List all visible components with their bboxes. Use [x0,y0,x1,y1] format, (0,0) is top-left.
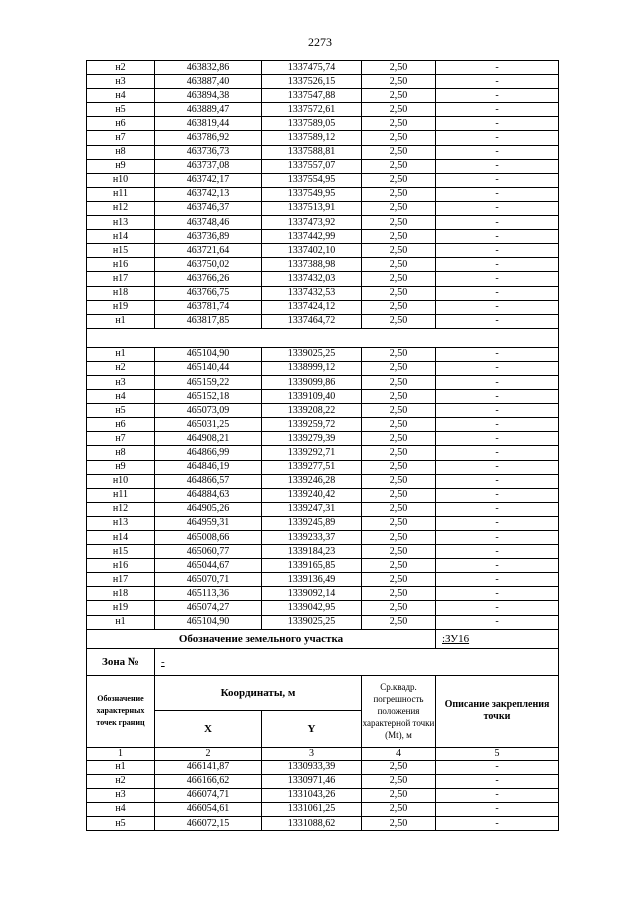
table-row [87,788,559,802]
table-row [87,131,559,145]
description-cell: - [436,117,559,131]
table-row [87,300,559,314]
table-row [87,145,559,159]
description-cell: - [436,545,559,559]
x-cell: 466054,61 [155,802,262,816]
column-number: 3 [262,747,362,760]
point-cell: н19 [87,601,155,615]
accuracy-cell: 2,50 [362,817,436,831]
x-cell: 464884,63 [155,488,262,502]
x-cell: 465008,66 [155,531,262,545]
y-cell: 1337402,10 [262,244,362,258]
accuracy-cell: 2,50 [362,361,436,375]
y-cell: 1339245,89 [262,516,362,530]
description-cell: - [436,615,559,629]
description-cell: - [436,230,559,244]
y-cell: 1331088,62 [262,817,362,831]
x-cell: 465159,22 [155,375,262,389]
x-cell: 463819,44 [155,117,262,131]
y-cell: 1337432,53 [262,286,362,300]
y-cell: 1337424,12 [262,300,362,314]
table-row [87,75,559,89]
accuracy-cell: 2,50 [362,502,436,516]
y-cell: 1339233,37 [262,531,362,545]
accuracy-cell: 2,50 [362,201,436,215]
table-row [87,361,559,375]
x-cell: 465140,44 [155,361,262,375]
y-cell: 1337554,95 [262,173,362,187]
x-cell: 463894,38 [155,89,262,103]
accuracy-cell: 2,50 [362,75,436,89]
table-row [87,802,559,816]
x-cell: 463766,75 [155,286,262,300]
plot-label: Обозначение земельного участка [87,629,436,648]
y-cell: 1337513,91 [262,201,362,215]
x-cell: 463889,47 [155,103,262,117]
table-row [87,347,559,361]
table-row [87,474,559,488]
description-cell: - [436,216,559,230]
description-cell: - [436,61,559,75]
x-cell: 463721,64 [155,244,262,258]
accuracy-cell: 2,50 [362,145,436,159]
y-cell: 1339042,95 [262,601,362,615]
accuracy-cell: 2,50 [362,61,436,75]
x-cell: 465044,67 [155,559,262,573]
accuracy-cell: 2,50 [362,587,436,601]
accuracy-cell: 2,50 [362,300,436,314]
y-cell: 1339247,31 [262,502,362,516]
point-cell: н10 [87,474,155,488]
zone-label: Зона № [87,648,155,675]
table-row [87,117,559,131]
y-cell: 1339184,23 [262,545,362,559]
x-cell: 463887,40 [155,75,262,89]
y-cell: 1337526,15 [262,75,362,89]
point-cell: н7 [87,432,155,446]
table-row [87,817,559,831]
description-cell: - [436,418,559,432]
point-cell: н3 [87,788,155,802]
description-cell: - [436,103,559,117]
table-row [87,404,559,418]
y-cell: 1339259,72 [262,418,362,432]
y-cell: 1339092,14 [262,587,362,601]
point-cell: н1 [87,347,155,361]
point-cell: н1 [87,314,155,328]
table-row [87,418,559,432]
point-cell: н3 [87,375,155,389]
accuracy-cell: 2,50 [362,531,436,545]
table-row [87,460,559,474]
accuracy-cell: 2,50 [362,347,436,361]
x-cell: 464866,99 [155,446,262,460]
table-row [87,61,559,75]
x-cell: 463746,37 [155,201,262,215]
section-c-body [87,760,559,830]
table-row [87,314,559,328]
x-cell: 465060,77 [155,545,262,559]
table-row [87,760,559,774]
point-cell: н19 [87,300,155,314]
y-cell: 1337549,95 [262,187,362,201]
point-cell: н16 [87,258,155,272]
accuracy-cell: 2,50 [362,802,436,816]
y-cell: 1339277,51 [262,460,362,474]
description-cell: - [436,817,559,831]
accuracy-cell: 2,50 [362,516,436,530]
point-cell: н7 [87,131,155,145]
description-cell: - [436,361,559,375]
y-cell: 1330971,46 [262,774,362,788]
x-cell: 464908,21 [155,432,262,446]
y-cell: 1331061,25 [262,802,362,816]
y-cell: 1339136,49 [262,573,362,587]
description-cell: - [436,187,559,201]
description-cell: - [436,173,559,187]
description-cell: - [436,300,559,314]
description-cell: - [436,460,559,474]
plot-header [87,629,559,760]
point-cell: н1 [87,615,155,629]
point-cell: н5 [87,404,155,418]
description-cell: - [436,390,559,404]
x-cell: 464846,19 [155,460,262,474]
column-number: 4 [362,747,436,760]
table-row [87,488,559,502]
point-cell: н4 [87,89,155,103]
accuracy-cell: 2,50 [362,117,436,131]
column-number: 5 [436,747,559,760]
point-cell: н2 [87,361,155,375]
accuracy-cell: 2,50 [362,258,436,272]
section-gap [87,328,559,347]
table-row [87,187,559,201]
y-cell: 1337464,72 [262,314,362,328]
point-cell: н11 [87,488,155,502]
description-cell: - [436,375,559,389]
description-cell: - [436,258,559,272]
table-row [87,201,559,215]
accuracy-cell: 2,50 [362,314,436,328]
y-cell: 1339208,22 [262,404,362,418]
point-cell: н12 [87,502,155,516]
point-cell: н11 [87,187,155,201]
accuracy-cell: 2,50 [362,446,436,460]
x-cell: 463736,89 [155,230,262,244]
y-cell: 1337572,61 [262,103,362,117]
point-cell: н2 [87,61,155,75]
point-cell: н2 [87,774,155,788]
point-cell: н13 [87,216,155,230]
y-cell: 1337473,92 [262,216,362,230]
x-cell: 463742,13 [155,187,262,201]
x-cell: 463781,74 [155,300,262,314]
x-cell: 464866,57 [155,474,262,488]
table-row [87,286,559,300]
description-cell: - [436,347,559,361]
point-cell: н14 [87,531,155,545]
accuracy-cell: 2,50 [362,187,436,201]
x-cell: 463748,46 [155,216,262,230]
accuracy-cell: 2,50 [362,159,436,173]
table-row [87,103,559,117]
point-cell: н16 [87,559,155,573]
point-cell: н15 [87,244,155,258]
column-number: 2 [155,747,262,760]
table-row [87,89,559,103]
page-number: 2273 [308,35,332,49]
y-header: Y [262,710,362,747]
table-row [87,244,559,258]
table-row [87,272,559,286]
accuracy-cell: 2,50 [362,601,436,615]
point-cell: н1 [87,760,155,774]
description-cell: - [436,587,559,601]
y-cell: 1339165,85 [262,559,362,573]
y-cell: 1337432,03 [262,272,362,286]
x-cell: 465074,27 [155,601,262,615]
x-cell: 463766,26 [155,272,262,286]
table-row [87,573,559,587]
x-cell: 464905,26 [155,502,262,516]
accuracy-cell: 2,50 [362,573,436,587]
table-row [87,230,559,244]
y-cell: 1337589,12 [262,131,362,145]
x-header: X [155,710,262,747]
y-cell: 1337475,74 [262,61,362,75]
point-cell: н14 [87,230,155,244]
point-cell: н5 [87,817,155,831]
gap-cell [87,328,559,347]
table-row [87,502,559,516]
accuracy-cell: 2,50 [362,390,436,404]
accuracy-cell: 2,50 [362,488,436,502]
description-cell: - [436,774,559,788]
description-cell: - [436,573,559,587]
accuracy-cell: 2,50 [362,173,436,187]
point-cell: н18 [87,286,155,300]
accuracy-cell: 2,50 [362,460,436,474]
x-cell: 466166,62 [155,774,262,788]
accuracy-cell: 2,50 [362,272,436,286]
description-cell: - [436,404,559,418]
description-cell: - [436,314,559,328]
x-cell: 463742,17 [155,173,262,187]
accuracy-cell: 2,50 [362,418,436,432]
x-cell: 465152,18 [155,390,262,404]
table-row [87,432,559,446]
description-cell: - [436,446,559,460]
point-cell: н3 [87,75,155,89]
description-cell: - [436,788,559,802]
x-cell: 463817,85 [155,314,262,328]
column-number: 1 [87,747,155,760]
y-cell: 1339292,71 [262,446,362,460]
accuracy-cell: 2,50 [362,760,436,774]
table-row [87,173,559,187]
y-cell: 1338999,12 [262,361,362,375]
x-cell: 465104,90 [155,347,262,361]
plot-value: :ЗУ16 [436,629,559,648]
point-cell: н6 [87,117,155,131]
point-cell: н10 [87,173,155,187]
table-row [87,559,559,573]
accuracy-cell: 2,50 [362,230,436,244]
table-row [87,390,559,404]
description-cell: - [436,201,559,215]
point-cell: н8 [87,446,155,460]
y-cell: 1337547,88 [262,89,362,103]
table-row [87,601,559,615]
y-cell: 1339099,86 [262,375,362,389]
table-row [87,587,559,601]
accuracy-cell: 2,50 [362,216,436,230]
description-cell: - [436,145,559,159]
point-cell: н9 [87,159,155,173]
table-row [87,159,559,173]
y-cell: 1339279,39 [262,432,362,446]
y-cell: 1339246,28 [262,474,362,488]
y-cell: 1337388,98 [262,258,362,272]
accuracy-cell: 2,50 [362,89,436,103]
y-cell: 1337588,81 [262,145,362,159]
point-cell: н5 [87,103,155,117]
description-cell: - [436,488,559,502]
description-cell: - [436,432,559,446]
x-cell: 465073,09 [155,404,262,418]
x-cell: 463737,08 [155,159,262,173]
x-cell: 465113,36 [155,587,262,601]
table-row [87,615,559,629]
accuracy-cell: 2,50 [362,404,436,418]
accuracy-header: Ср.квадр. погрешность положения характерной точки (Mt), м [362,675,436,747]
x-cell: 463832,86 [155,61,262,75]
x-cell: 463750,02 [155,258,262,272]
table-row [87,258,559,272]
description-cell: - [436,131,559,145]
x-cell: 463786,92 [155,131,262,145]
table-row [87,531,559,545]
y-cell: 1339109,40 [262,390,362,404]
accuracy-cell: 2,50 [362,103,436,117]
section-b-body [87,347,559,629]
x-cell: 466141,87 [155,760,262,774]
description-cell: - [436,601,559,615]
x-cell: 466072,15 [155,817,262,831]
table-row [87,216,559,230]
x-cell: 465070,71 [155,573,262,587]
y-cell: 1337442,99 [262,230,362,244]
x-cell: 463736,73 [155,145,262,159]
table-row [87,774,559,788]
accuracy-cell: 2,50 [362,474,436,488]
coordinates-header: Координаты, м [155,675,362,710]
description-cell: - [436,244,559,258]
description-cell: - [436,559,559,573]
description-cell: - [436,531,559,545]
description-cell: - [436,760,559,774]
accuracy-cell: 2,50 [362,131,436,145]
point-cell: н9 [87,460,155,474]
accuracy-cell: 2,50 [362,244,436,258]
description-cell: - [436,516,559,530]
table-row [87,375,559,389]
point-cell: н13 [87,516,155,530]
accuracy-cell: 2,50 [362,286,436,300]
description-cell: - [436,89,559,103]
table-row [87,545,559,559]
y-cell: 1337589,05 [262,117,362,131]
accuracy-cell: 2,50 [362,559,436,573]
point-cell: н17 [87,272,155,286]
point-cell: н4 [87,390,155,404]
description-cell: - [436,286,559,300]
description-cell: - [436,75,559,89]
x-cell: 465104,90 [155,615,262,629]
point-cell: н8 [87,145,155,159]
point-cell: н18 [87,587,155,601]
accuracy-cell: 2,50 [362,432,436,446]
section-a-body [87,61,559,329]
y-cell: 1339240,42 [262,488,362,502]
point-column-header: Обозначение характерных точек границ [87,675,155,747]
y-cell: 1330933,39 [262,760,362,774]
accuracy-cell: 2,50 [362,774,436,788]
accuracy-cell: 2,50 [362,545,436,559]
table-row [87,516,559,530]
accuracy-cell: 2,50 [362,375,436,389]
point-cell: н4 [87,802,155,816]
coordinates-table [86,60,559,831]
x-cell: 464959,31 [155,516,262,530]
point-cell: н15 [87,545,155,559]
accuracy-cell: 2,50 [362,788,436,802]
zone-value: - [155,648,559,675]
point-cell: н6 [87,418,155,432]
y-cell: 1339025,25 [262,615,362,629]
table-row [87,446,559,460]
y-cell: 1331043,26 [262,788,362,802]
accuracy-cell: 2,50 [362,615,436,629]
x-cell: 465031,25 [155,418,262,432]
y-cell: 1337557,07 [262,159,362,173]
description-cell: - [436,159,559,173]
description-cell: - [436,802,559,816]
point-cell: н12 [87,201,155,215]
point-cell: н17 [87,573,155,587]
y-cell: 1339025,25 [262,347,362,361]
description-cell: - [436,272,559,286]
description-cell: - [436,502,559,516]
x-cell: 466074,71 [155,788,262,802]
description-header: Описание закрепления точки [436,675,559,747]
description-cell: - [436,474,559,488]
